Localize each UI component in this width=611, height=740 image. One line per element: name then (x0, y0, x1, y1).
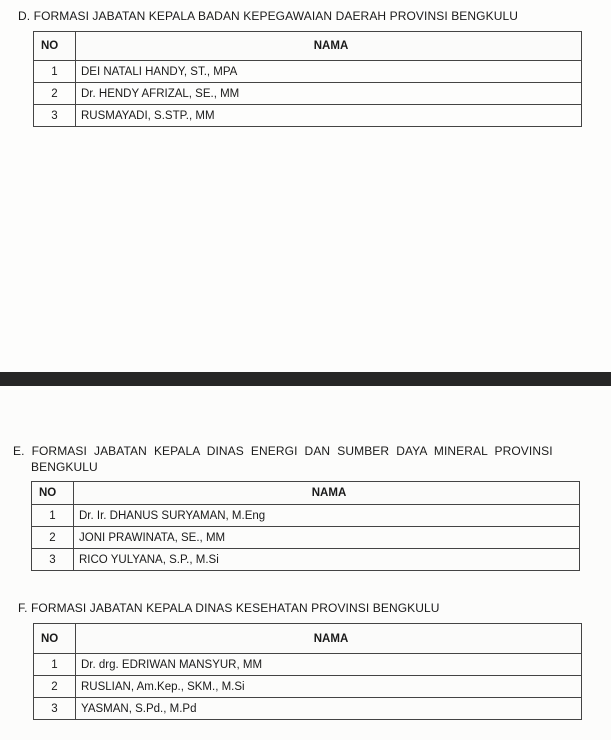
table-row (34, 698, 582, 720)
row-name: RUSMAYADI, S.STP., MM (76, 105, 582, 127)
row-number: 3 (32, 549, 74, 571)
row-name: YASMAN, S.Pd., M.Pd (76, 698, 582, 720)
table-header-row (34, 624, 582, 654)
row-number: 2 (34, 676, 76, 698)
table-row (32, 549, 580, 571)
section-e-title-line1: E. FORMASI JABATAN KEPALA DINAS ENERGI DAN SUMBER DAYA MINERAL PROVINSI (13, 444, 553, 458)
table-row (34, 105, 582, 127)
section-d-table (33, 31, 582, 127)
row-name: DEI NATALI HANDY, ST., MPA (76, 61, 582, 83)
column-header-no: NO (32, 482, 74, 505)
column-header-nama: NAMA (76, 32, 582, 61)
row-number: 1 (34, 61, 76, 83)
row-number: 2 (32, 527, 74, 549)
section-e-title-line2: BENGKULU (31, 460, 98, 474)
column-header-no: NO (34, 32, 76, 61)
row-name: Dr. HENDY AFRIZAL, SE., MM (76, 83, 582, 105)
row-number: 1 (34, 654, 76, 676)
column-header-nama: NAMA (74, 482, 580, 505)
row-name: RICO YULYANA, S.P., M.Si (74, 549, 580, 571)
table-row (34, 83, 582, 105)
table-row (32, 505, 580, 527)
section-e-table (31, 481, 580, 571)
row-number: 3 (34, 105, 76, 127)
section-d-title: D. FORMASI JABATAN KEPALA BADAN KEPEGAWAIAN DAERAH PROVINSI BENGKULU (18, 9, 519, 23)
table-row (34, 61, 582, 83)
row-name: Dr. drg. EDRIWAN MANSYUR, MM (76, 654, 582, 676)
column-header-nama: NAMA (76, 624, 582, 654)
table-header-row (32, 482, 580, 505)
section-f-table (33, 623, 582, 720)
row-number: 1 (32, 505, 74, 527)
row-name: JONI PRAWINATA, SE., MM (74, 527, 580, 549)
row-number: 3 (34, 698, 76, 720)
row-number: 2 (34, 83, 76, 105)
table-header-row (34, 32, 582, 61)
section-f-title: F. FORMASI JABATAN KEPALA DINAS KESEHATAN PROVINSI BENGKULU (18, 601, 440, 615)
table-row (32, 527, 580, 549)
page-divider (0, 372, 611, 386)
column-header-no: NO (34, 624, 76, 654)
table-row (34, 676, 582, 698)
row-name: Dr. Ir. DHANUS SURYAMAN, M.Eng (74, 505, 580, 527)
table-row (34, 654, 582, 676)
row-name: RUSLIAN, Am.Kep., SKM., M.Si (76, 676, 582, 698)
